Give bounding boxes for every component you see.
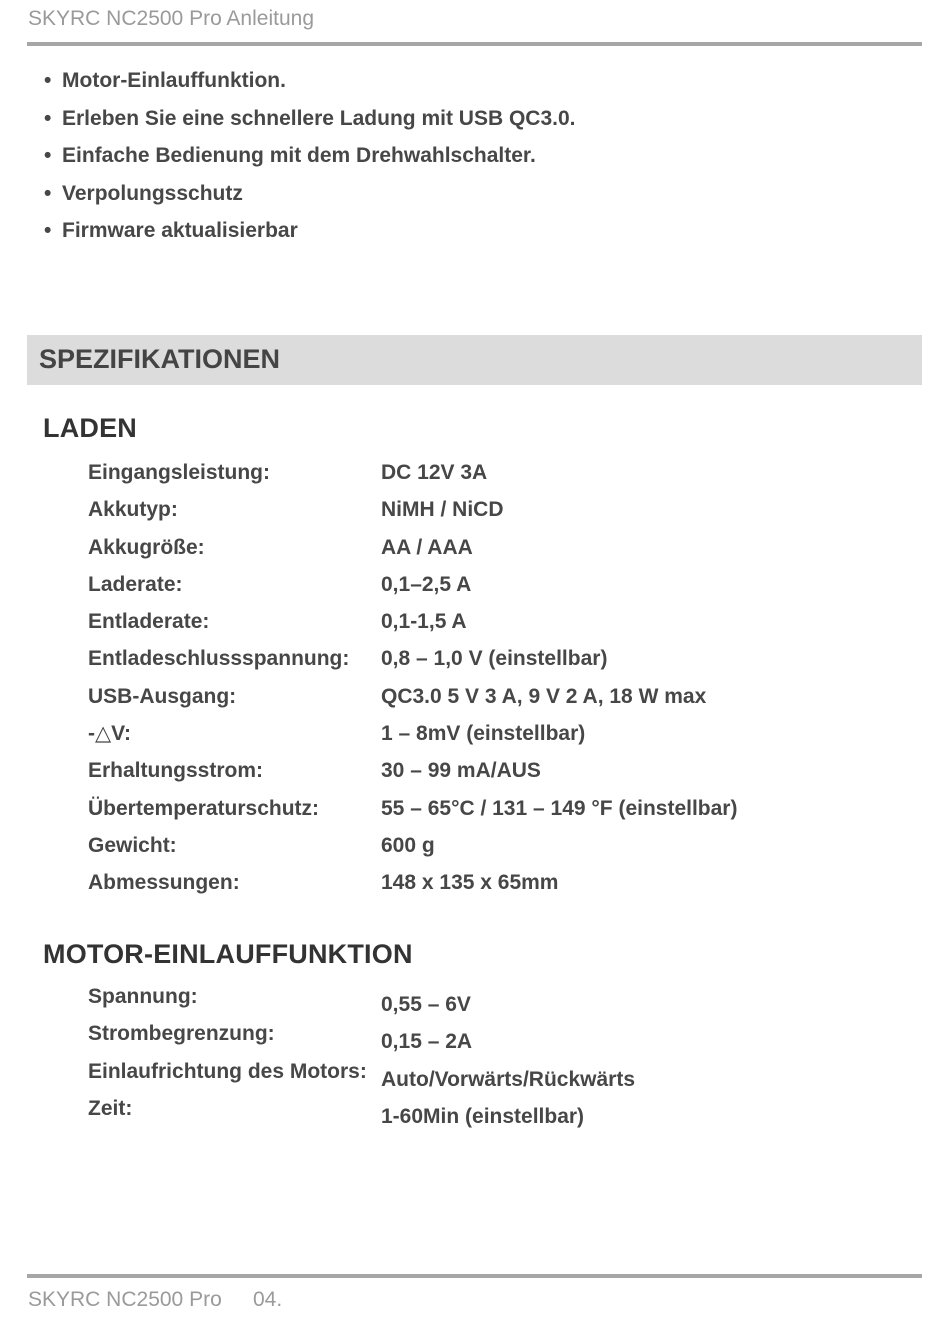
spec-label: USB-Ausgang:	[88, 684, 237, 708]
spec-label: Einlaufrichtung des Motors:	[88, 1059, 367, 1083]
spec-label: -△V:	[88, 722, 131, 746]
spec-label: Laderate:	[88, 572, 183, 596]
spec-label: Eingangsleistung:	[88, 461, 271, 484]
page-number: 04.	[253, 1288, 283, 1311]
section-header-specifications	[27, 335, 922, 385]
spec-value: QC3.0 5 V 3 A, 9 V 2 A, 18 W max	[381, 684, 707, 708]
feature-list	[44, 62, 576, 250]
feature-text: Verpolungsschutz	[62, 181, 243, 205]
spec-label: Übertemperaturschutz:	[88, 796, 320, 820]
section-title: SPEZIFIKATIONEN	[39, 344, 281, 374]
spec-label: Spannung:	[88, 985, 198, 1008]
bullet-icon: •	[44, 144, 52, 167]
bullet-icon: •	[44, 181, 52, 205]
running-head: SKYRC NC2500 Pro Anleitung	[28, 7, 314, 30]
spec-value: 0,15 – 2A	[381, 1030, 473, 1054]
spec-value: 0,1-1,5 A	[381, 610, 467, 634]
spec-label: Entladerate:	[88, 610, 210, 634]
spec-value: 600 g	[381, 833, 435, 857]
spec-label: Strombegrenzung:	[88, 1022, 275, 1046]
bullet-icon: •	[44, 69, 52, 92]
feature-item	[44, 137, 576, 175]
feature-item	[44, 62, 576, 100]
spec-value: AA / AAA	[381, 535, 473, 559]
spec-label: Erhaltungsstrom:	[88, 759, 264, 783]
feature-item	[44, 212, 576, 250]
spec-value: 1-60Min (einstellbar)	[381, 1104, 585, 1128]
bullet-icon: •	[44, 106, 52, 130]
feature-text: Einfache Bedienung mit dem Drehwahlschalter.	[62, 144, 536, 167]
bullet-icon: •	[44, 219, 52, 242]
feature-text: Erleben Sie eine schnellere Ladung mit USB QC3.0.	[62, 106, 576, 130]
spec-label: Gewicht:	[88, 833, 177, 857]
spec-label: Akkutyp:	[88, 498, 178, 522]
spec-value: 0,8 – 1,0 V (einstellbar)	[381, 647, 608, 671]
spec-value: 30 – 99 mA/AUS	[381, 759, 541, 783]
footer-product: SKYRC NC2500 Pro	[28, 1288, 222, 1311]
spec-value: Auto/Vorwärts/Rückwärts	[381, 1067, 635, 1091]
spec-value: 0,55 – 6V	[381, 993, 471, 1016]
subheading-charging: LADEN	[43, 413, 137, 443]
spec-label: Abmessungen:	[88, 871, 240, 895]
feature-item	[44, 175, 576, 213]
spec-value: 0,1–2,5 A	[381, 572, 472, 596]
feature-text: Firmware aktualisierbar	[62, 219, 298, 242]
spec-value: NiMH / NiCD	[381, 498, 504, 522]
spec-label: Zeit:	[88, 1096, 133, 1120]
subheading-motor: MOTOR-EINLAUFFUNKTION	[43, 939, 413, 969]
header-rule	[27, 42, 922, 46]
spec-value: 1 – 8mV (einstellbar)	[381, 722, 586, 746]
feature-text: Motor-Einlauffunktion.	[62, 69, 286, 92]
spec-label: Entladeschlussspannung:	[88, 647, 350, 671]
feature-item	[44, 100, 576, 138]
spec-value: 55 – 65°C / 131 – 149 °F (einstellbar)	[381, 796, 738, 820]
spec-label: Akkugröße:	[88, 535, 205, 559]
spec-value: DC 12V 3A	[381, 461, 488, 484]
footer-rule	[27, 1274, 922, 1278]
spec-value: 148 x 135 x 65mm	[381, 871, 559, 895]
